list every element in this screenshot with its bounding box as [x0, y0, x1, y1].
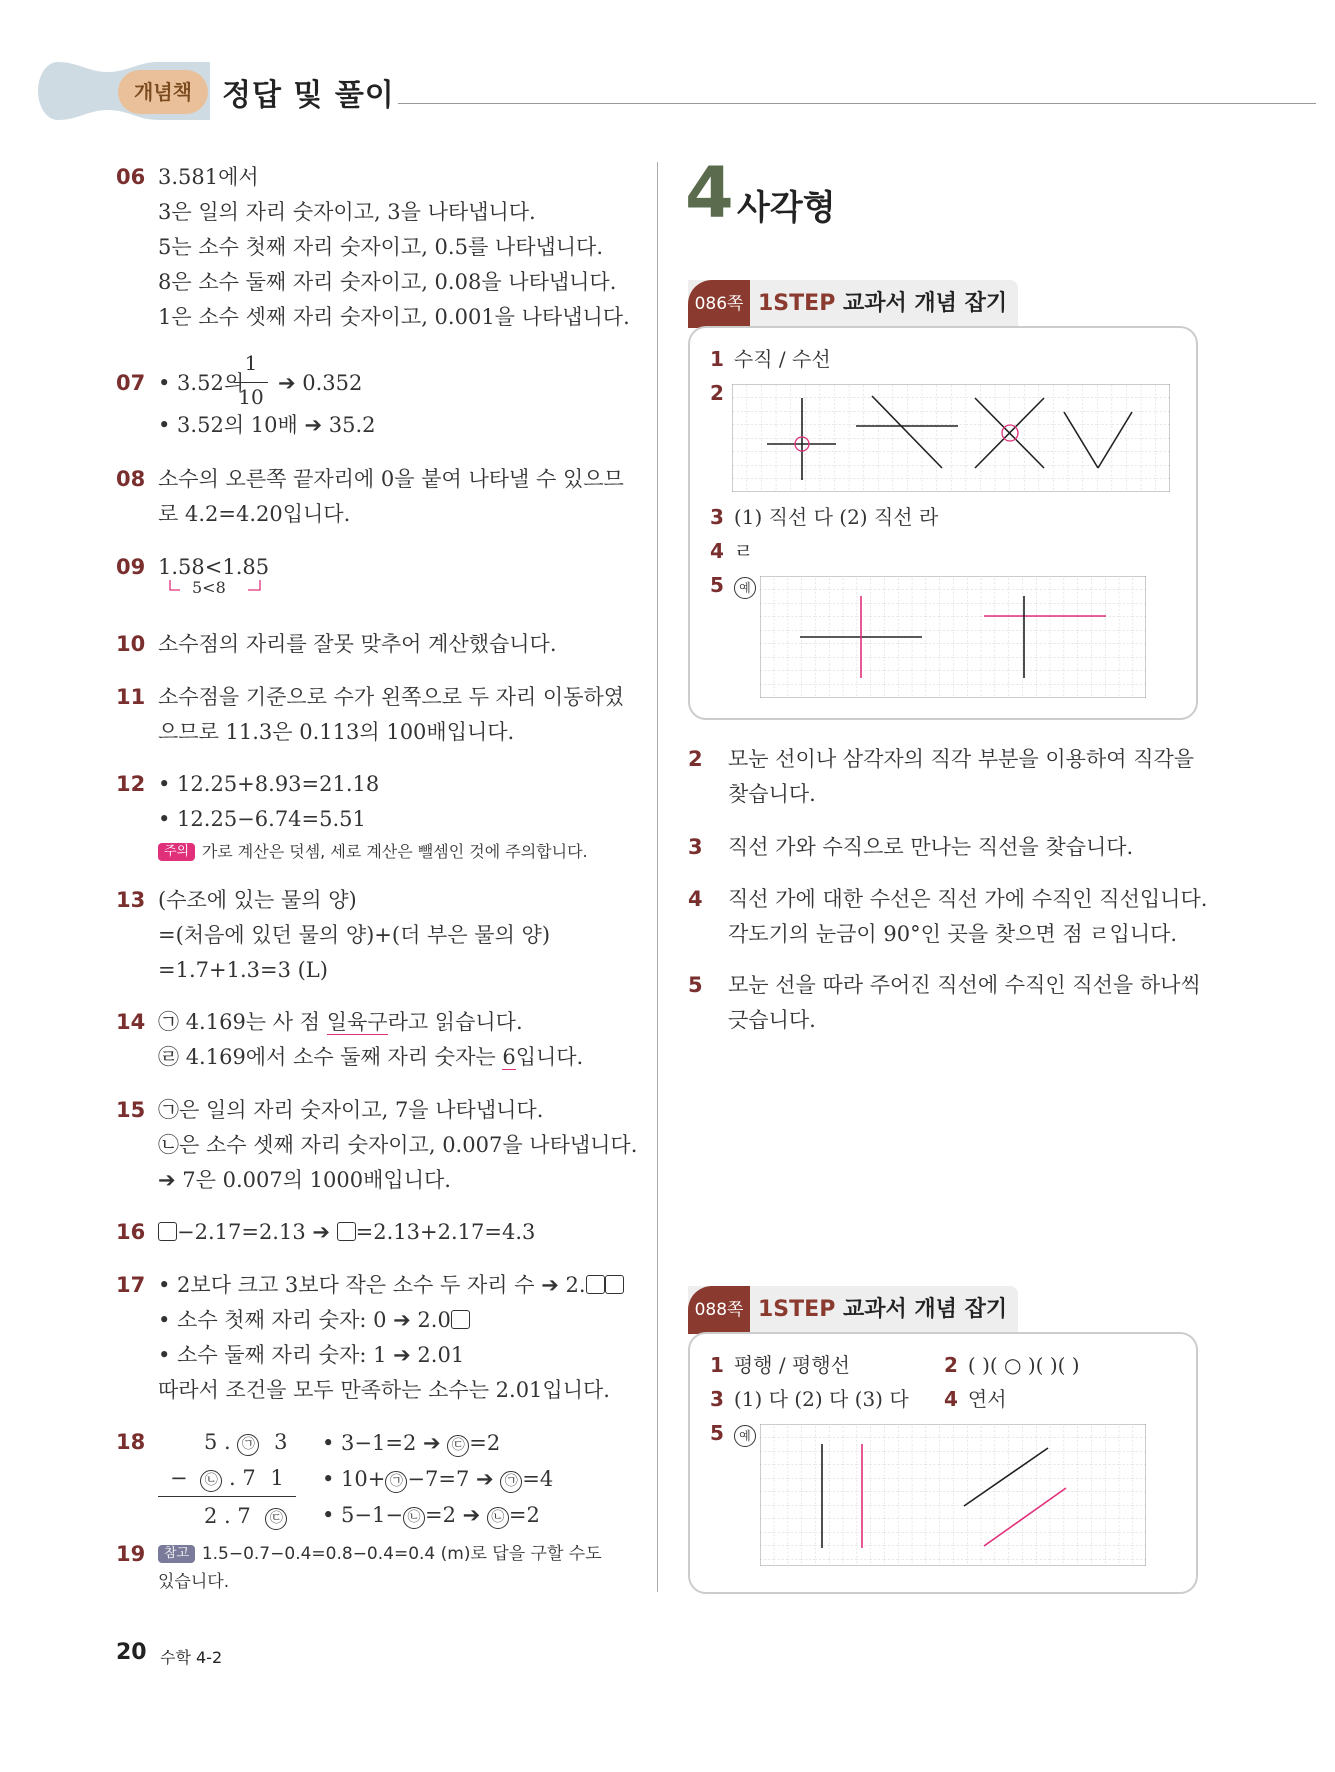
reference-note: 1.5−0.7−0.4=0.8−0.4=0.4 (m)로 답을 구할 수도	[201, 1544, 602, 1564]
question-08	[116, 462, 646, 532]
item-number: 3	[710, 1387, 724, 1411]
reference-note: 있습니다.	[158, 1572, 230, 1592]
answer-text: 입니다.	[515, 1045, 584, 1069]
question-number: 4	[688, 887, 703, 911]
digit: 3	[274, 1430, 288, 1454]
column-divider	[657, 162, 658, 1592]
item-text: (1) 직선 다 (2) 직선 라	[733, 505, 939, 529]
item-number: 4	[944, 1387, 958, 1411]
question-07	[116, 351, 646, 443]
question-number: 10	[116, 632, 146, 656]
question-number: 09	[116, 555, 146, 579]
header-rule	[398, 103, 1316, 104]
answer-line: 1은 소수 셋째 자리 숫자이고, 0.001을 나타냅니다.	[158, 305, 630, 329]
answer-text: • 10+	[322, 1467, 386, 1491]
item-number: 1	[710, 1353, 724, 1377]
answer-line: 긋습니다.	[728, 1008, 816, 1032]
item-number: 1	[710, 347, 724, 371]
equations	[322, 1425, 553, 1533]
step-title: 교과서 개념 잡기	[842, 291, 1008, 316]
answer-line: 3은 일의 자리 숫자이고, 3을 나타냅니다.	[158, 200, 536, 224]
question-number: 2	[688, 747, 703, 771]
item-number: 3	[710, 505, 724, 529]
fraction-denominator: 10	[238, 385, 264, 409]
question-number: 17	[116, 1273, 146, 1297]
question-11	[116, 680, 646, 750]
question-15	[116, 1093, 646, 1198]
question-09	[116, 550, 646, 610]
answer-line: 3.581에서	[158, 165, 259, 189]
answer-line: 소수점을 기준으로 수가 왼쪽으로 두 자리 이동하였	[158, 685, 625, 709]
question-number: 06	[116, 165, 146, 189]
answer-line: 직선 가와 수직으로 만나는 직선을 찾습니다.	[728, 835, 1134, 859]
item-number: 2	[710, 381, 724, 405]
digit: 5 .	[204, 1430, 231, 1454]
explanation-4	[688, 882, 1208, 952]
step-label: 1STEP	[758, 1297, 836, 1322]
answer-line: 8은 소수 둘째 자리 숫자이고, 0.08을 나타냅니다.	[158, 270, 617, 294]
item-number: 5	[710, 1421, 724, 1445]
answer-line: 모눈 선이나 삼각자의 직각 부분을 이용하여 직각을	[728, 747, 1195, 771]
question-number: 13	[116, 888, 146, 912]
answer-text: • 3.52의	[158, 371, 245, 395]
answer-line: 모눈 선을 따라 주어진 직선에 수직인 직선을 하나씩	[728, 973, 1201, 997]
item-number: 2	[944, 1353, 958, 1377]
blank-box	[158, 1222, 177, 1241]
caution-tag: 주의	[158, 843, 195, 861]
fraction-numerator: 1	[244, 351, 258, 375]
grid-figure-1	[732, 384, 1170, 492]
caution-note: 가로 계산은 덧셈, 세로 계산은 뺄셈인 것에 주의합니다.	[201, 842, 588, 861]
answer-text: 라고 읽습니다.	[387, 1010, 523, 1034]
answer-panel-2	[688, 1332, 1198, 1594]
comparison-note: 5<8	[192, 578, 226, 597]
subtraction-line	[158, 1496, 296, 1497]
answer-line: • 12.25+8.93=21.18	[158, 772, 380, 796]
mark-symbol: ㉢	[265, 1508, 287, 1530]
blank-box	[337, 1222, 356, 1241]
answer-text: ➔ 0.352	[278, 371, 363, 395]
mark-symbol: ㉡	[487, 1507, 509, 1529]
answer-line: • 소수 둘째 자리 숫자: 1 ➔ 2.01	[158, 1343, 465, 1367]
grid-figure-3	[760, 1424, 1146, 1566]
item-text: 연서	[967, 1387, 1007, 1411]
answer-line: 로 4.2=4.20입니다.	[158, 502, 351, 526]
mark-symbol: ㉠	[500, 1471, 522, 1493]
question-number: 08	[116, 467, 146, 491]
answer-text: =2	[508, 1503, 540, 1527]
footer-subject: 수학 4-2	[160, 1648, 223, 1667]
mark-symbol: ㉡	[158, 1133, 179, 1157]
minus-sign: −	[170, 1466, 188, 1490]
mark-symbol: ㉡	[403, 1507, 425, 1529]
mark-symbol: ㉣	[158, 1045, 179, 1069]
answer-line: 으므로 11.3은 0.113의 100배입니다.	[158, 720, 515, 744]
question-number: 16	[116, 1220, 146, 1244]
answer-line: =1.7+1.3=3 (L)	[158, 958, 328, 982]
example-mark: 예	[734, 577, 756, 599]
answer-line: 소수점의 자리를 잘못 맞추어 계산했습니다.	[158, 632, 557, 656]
answer-line: =(처음에 있던 물의 양)+(더 부은 물의 양)	[158, 923, 551, 947]
underlined-text: 일육구	[326, 1010, 388, 1034]
step-page: 086쪽	[688, 280, 750, 328]
answer-text: 4.169는 사 점	[185, 1010, 327, 1034]
item-text: (1) 다 (2) 다 (3) 다	[733, 1387, 909, 1411]
digit: . 7	[228, 1466, 256, 1490]
example-mark: 예	[734, 1425, 756, 1447]
answer-line: 각도기의 눈금이 90°인 곳을 찾으면 점 ㄹ입니다.	[728, 922, 1178, 946]
page-number: 20	[116, 1640, 147, 1665]
header-badge: 개념책	[118, 70, 208, 114]
blank-box	[451, 1310, 470, 1329]
answer-text: =4	[522, 1467, 554, 1491]
question-13	[116, 883, 646, 988]
reference-tag: 참고	[158, 1545, 195, 1563]
blank-box	[605, 1275, 624, 1294]
item-text: ( )( ○ )( )( )	[967, 1353, 1080, 1377]
question-number: 11	[116, 685, 146, 709]
chapter-title: 사각형	[737, 188, 836, 228]
answer-text: • 3−1=2 ➔	[322, 1431, 448, 1455]
item-text: ㄹ	[733, 539, 754, 563]
answer-line: ➔ 7은 0.007의 1000배입니다.	[158, 1168, 451, 1192]
step-label: 1STEP	[758, 291, 836, 316]
question-10	[116, 627, 646, 662]
question-18	[116, 1425, 646, 1535]
step-page: 088쪽	[688, 1286, 750, 1334]
question-number: 12	[116, 772, 146, 796]
grid-figure-2	[760, 576, 1146, 698]
answer-line: 따라서 조건을 모두 만족하는 소수는 2.01입니다.	[158, 1378, 610, 1402]
question-number: 15	[116, 1098, 146, 1122]
answer-line: • 12.25−6.74=5.51	[158, 807, 366, 831]
question-16	[116, 1215, 646, 1250]
answer-text: −7=7 ➔	[407, 1467, 501, 1491]
mark-symbol: ㉠	[385, 1471, 407, 1493]
step-header	[688, 280, 1018, 328]
answer-line: 찾습니다.	[728, 782, 816, 806]
explanation-2	[688, 742, 1208, 812]
answer-panel-1	[688, 326, 1198, 720]
question-number: 19	[116, 1542, 146, 1566]
digit: 1	[270, 1466, 284, 1490]
answer-text: =2 ➔	[424, 1503, 487, 1527]
answer-line: 1.58<1.85	[158, 555, 270, 579]
answer-text: 4.169에서 소수 둘째 자리 숫자는	[185, 1045, 503, 1069]
answer-text: =2	[469, 1431, 501, 1455]
question-number: 5	[688, 973, 703, 997]
answer-line: 직선 가에 대한 수선은 직선 가에 수직인 직선입니다.	[728, 887, 1208, 911]
answer-line: (수조에 있는 물의 양)	[158, 888, 357, 912]
answer-text: 은 일의 자리 숫자이고, 7을 나타냅니다.	[179, 1098, 544, 1122]
question-number: 3	[688, 835, 703, 859]
blank-box	[586, 1275, 605, 1294]
explanation-3	[688, 830, 1208, 865]
answer-text: −2.17=2.13 ➔	[177, 1220, 337, 1244]
answer-text: 은 소수 셋째 자리 숫자이고, 0.007을 나타냅니다.	[179, 1133, 638, 1157]
question-14	[116, 1005, 646, 1075]
mark-symbol: ㉠	[158, 1010, 179, 1034]
chapter-number: 4	[685, 152, 734, 234]
answer-line: 소수의 오른쪽 끝자리에 0을 붙여 나타낼 수 있으므	[158, 467, 624, 491]
question-19	[116, 1537, 646, 1595]
item-number: 5	[710, 573, 724, 597]
answer-line: 5는 소수 첫째 자리 숫자이고, 0.5를 나타냅니다.	[158, 235, 604, 259]
step-title: 교과서 개념 잡기	[842, 1297, 1008, 1322]
question-06	[116, 160, 646, 335]
answer-text: • 소수 첫째 자리 숫자: 0 ➔ 2.0	[158, 1308, 451, 1332]
mark-symbol: ㉢	[447, 1435, 469, 1457]
item-text: 수직 / 수선	[733, 347, 831, 371]
answer-line: • 3.52의 10배 ➔ 35.2	[158, 413, 376, 437]
question-number: 07	[116, 371, 146, 395]
step-header	[688, 1286, 1018, 1334]
digit: 2 . 7	[204, 1504, 251, 1528]
item-text: 평행 / 평행선	[733, 1353, 850, 1377]
page-title: 정답 및 풀이	[222, 78, 395, 113]
question-number: 14	[116, 1010, 146, 1034]
item-number: 4	[710, 539, 724, 563]
answer-text: • 2보다 크고 3보다 작은 소수 두 자리 수 ➔ 2.	[158, 1273, 586, 1297]
question-12	[116, 767, 646, 865]
question-number: 18	[116, 1430, 146, 1454]
explanation-5	[688, 968, 1208, 1038]
answer-text: =2.13+2.17=4.3	[355, 1220, 536, 1244]
answer-text: • 5−1−	[322, 1503, 403, 1527]
mark-symbol: ㉡	[200, 1470, 222, 1492]
underlined-text: 6	[502, 1045, 516, 1069]
question-17	[116, 1268, 646, 1408]
mark-symbol: ㉠	[158, 1098, 179, 1122]
mark-symbol: ㉠	[237, 1434, 259, 1456]
